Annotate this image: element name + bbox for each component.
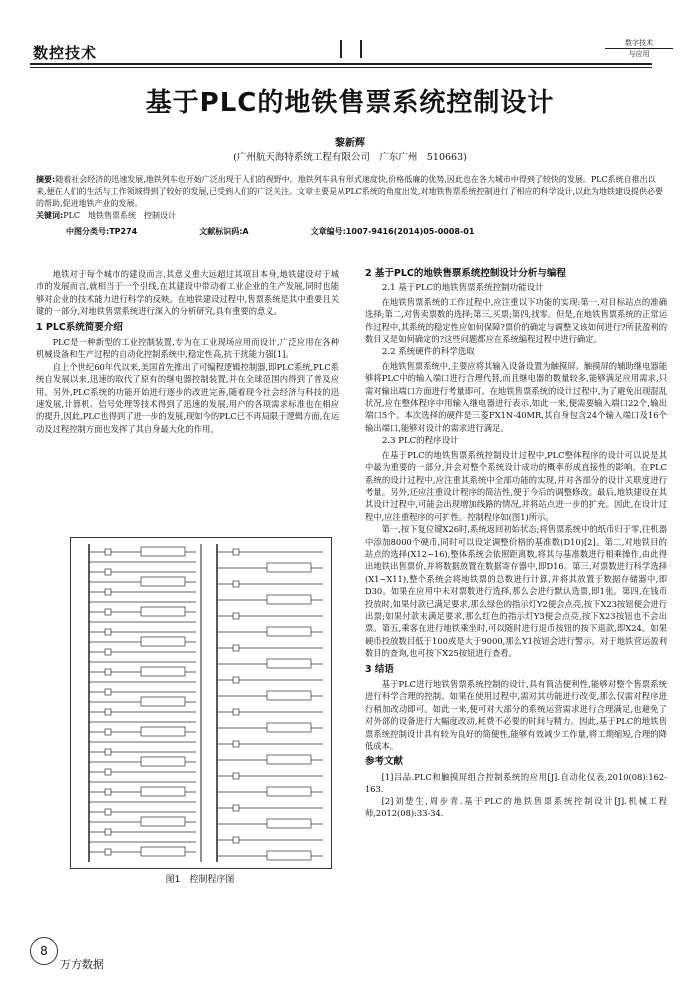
section-1-title: 1 PLC系统简要介绍 <box>36 321 123 333</box>
section-2-3-paragraph-1: 在基于PLC的地铁售票系统控制设计过程中,PLC整体程序的设计可以说是其中最为重要的一部分,并会对整个系统设计成功的概率形成直接性的影响。在PLC系统的设计过程中,应注重其系统中全部功能的实现,并对各部分的设计关联度进行考量。另外,还应注重设计程序的简洁性,便于今后的调整修改。最后,地铁建设在其其设计过程中,可能会出现增加线路的情况,并将站点进一步的扩充。因此,在设计过程中,应注重程序的可扩性。控制程序如(图1)所示。 <box>365 449 667 522</box>
section-2-3-paragraph-2: 第一,按下复位键X26时,系统返回初始状态;将售票系统中的纸币归于零,往机器中添加8000个硬币,同时可以设定调整价格的基准数(D10)[2]。第二,对地铁目的站点的选择(X12~16),整体系统会依照距离数,将其与基准数进行相乘操作,由此得出地铁出售票价,并将数据放置在数据寄存器中,即D16。第三,对票数进行科学选择(X1~X11),整个系统会将地铁票的总数进行计算,并将其放置于数据存储器中,即D30。如果在应用中未对票数进行选择,那么会进行默认选票,即1张。第四,在钱币投放时,如果付款已满足要求,那么绿色的指示灯Y2便会点亮,按下X23按钮便会进行出票;如果付款未满足要求,那么红色的指示灯Y3便会点亮,按下X23按钮也不会出票。第五,乘客在进行地铁乘坐时,可以随时进行退币按钮的按下退款,即X24。如果硬币投放数目低于100或是大于9000,那么Y1按钮会进行警示。对于地铁营运盈利数目的查询,也可按下X25按钮进行查看。 <box>365 524 667 659</box>
section-3-paragraph: 基于PLC进行地铁售票系统控制的设计,具有简洁便利性,能够对整个售票系统进行科学合理的控制。如果在使用过程中,需对其功能进行改变,那么仅需对程序进行稍加改动即可。如此一来,便可对大部分的系统运营需求进行合理满足,也避免了对外部的设备进行大幅度改动,耗费不必要的时间与精力。因此,基于PLC的地铁售票系统控制设计具有较为良好的简便性,能够有效减少工作量,将工期缩短,合理的降低成本。 <box>365 679 667 752</box>
source-watermark: 万方数据 <box>60 958 104 971</box>
section-1-paragraph-1: PLC是一种新型的工业控制装置,专为在工业现场应用而设计,广泛应用在各种机械设备和生产过程的自动化控制系统中,稳定性高,抗干扰能力强[1]。 <box>36 337 339 360</box>
abstract-text: 随着社会经济的迅速发展,地铁列车也开始广泛出现于人们的视野中。地铁列车具有形式速度快,价格低廉的优势,因此也在各大城市中得到了较快的发展。PLC系统自推出以来,便在人们的生活与工作领域得到了较好的发展,已受到人们的广泛关注。文章主要是从PLC系统的角度出发,对地铁售票系统控制进行了相应的科学设计,以此为地铁建设提供必要的帮助,促进地铁产业的发展。 <box>36 175 663 208</box>
clc-number: 中图分类号:TP274 <box>66 227 138 236</box>
classification-line <box>66 226 626 237</box>
keywords: PLC 地铁售票系统 控制设计 <box>63 211 177 220</box>
left-column <box>36 268 339 435</box>
header-divider-bars <box>340 40 362 58</box>
header-rule-thin <box>30 67 652 68</box>
document-code: 文献标识码:A <box>199 227 249 236</box>
section-2-1-paragraph: 在地铁售票系统的工作过程中,应注重以下功能的实现:第一,对目标站点的准确选择;第二,对售卖票数的选择;第三,买票;第四,找零。但是,在地铁售票系统的正常运作过程中,其系统的稳定性应如何保障?票价的确定与调整又该如何进行?所获盈利的数目又是如何确定的?这些问题都应在系统编程过程中进行确定。 <box>365 296 667 345</box>
keywords-label: 关键词: <box>36 211 64 220</box>
ladder-diagram-figure <box>70 537 332 869</box>
reference-2: [2]刘楚生,周步青.基于PLC的地铁售票系统控制设计[J].机械工程师,2012(08):33-34. <box>365 795 667 818</box>
paper-title: 基于PLC的地铁售票系统控制设计 <box>145 88 555 118</box>
abstract-label: 摘要: <box>36 175 56 184</box>
abstract-block <box>36 174 666 222</box>
section-3-title: 3 结语 <box>365 663 394 675</box>
badge-bottom: 与应用 <box>628 50 650 58</box>
section-2-1-title: 2.1 基于PLC的地铁售票系统控制功能设计 <box>382 283 544 294</box>
right-column <box>365 268 667 819</box>
figure-caption: 图1 控制程序图 <box>165 875 235 885</box>
references-title: 参考文献 <box>365 756 404 768</box>
section-1-paragraph-2: 自上个世纪60年代以来,美国首先推出了可编程逻辑控制器,即PLC系统,PLC系统自发展以来,迅速的取代了原有的继电器控制装置,并在全球范围内得到了普及应用。另外,PLC系统的功能开始进行逐步的改进完善,随着现今社会经济与科技的迅速发展,计算机、信号处理等技术得到了迅速的发展,用户的各项需求标准也在相应的提升,因此,PLC也得到了进一步的发展,现如今的PLC已不再局限于逻辑方面,在运动及过程控制方面也发挥了其自身最大化的作用。 <box>36 361 339 434</box>
article-number: 文章编号:1007-9416(2014)05-0008-01 <box>310 227 475 236</box>
author: 黎新辉 <box>335 138 365 149</box>
section-2-title: 2 基于PLC的地铁售票系统控制设计分析与编程 <box>365 268 566 279</box>
section-2-2-title: 2.2 系统硬件的科学选取 <box>382 347 475 358</box>
header-rule <box>30 63 652 65</box>
badge-top: 数字技术 <box>605 38 673 49</box>
intro-paragraph: 地铁对于每个城市的建设而言,其意义重大远超过其项目本身,地铁建设对于城市的发展而言,就相当于一个引线,在其建设中带动着工业企业的生产发展,同时也能够对企业的技术能力进行科学的反映。在地铁建设过程中,售票系统是其中重要且关键的一部分,对地铁售票系统进行深入的分析研究,具有重要的意义。 <box>36 269 339 317</box>
section-2-2-paragraph: 在地铁售票系统中,主要应将其输入设备设置为触摸屏。触摸屏的辅助继电器能够将PLC中的输入端口进行合理代替,而且继电器的数量较多,能够满足应用需求,只需对输出端口方面进行考量即可。在地铁售票系统的设计过程中,为了避免出现混乱状况,应在整体程序中用输入继电器进行表示,如此一来,便需要输入端口22个,输出端口5个。本次选择的硬件是三菱FX1N-40MR,其自身包含24个输入端口及16个输出端口,能够对设计的需求进行满足。 <box>365 360 667 433</box>
reference-1: [1]吕品.PLC和触摸屏组合控制系统的应用[J].自动化仪表,2010(08):162-163. <box>365 771 667 794</box>
section-header: 数控技术 <box>33 44 98 62</box>
page-number: 8 <box>30 937 58 965</box>
affiliation: (广州航天海特系统工程有限公司 广东广州 510663) <box>233 152 467 163</box>
section-2-3-title: 2.3 PLC的程序设计 <box>382 436 459 447</box>
